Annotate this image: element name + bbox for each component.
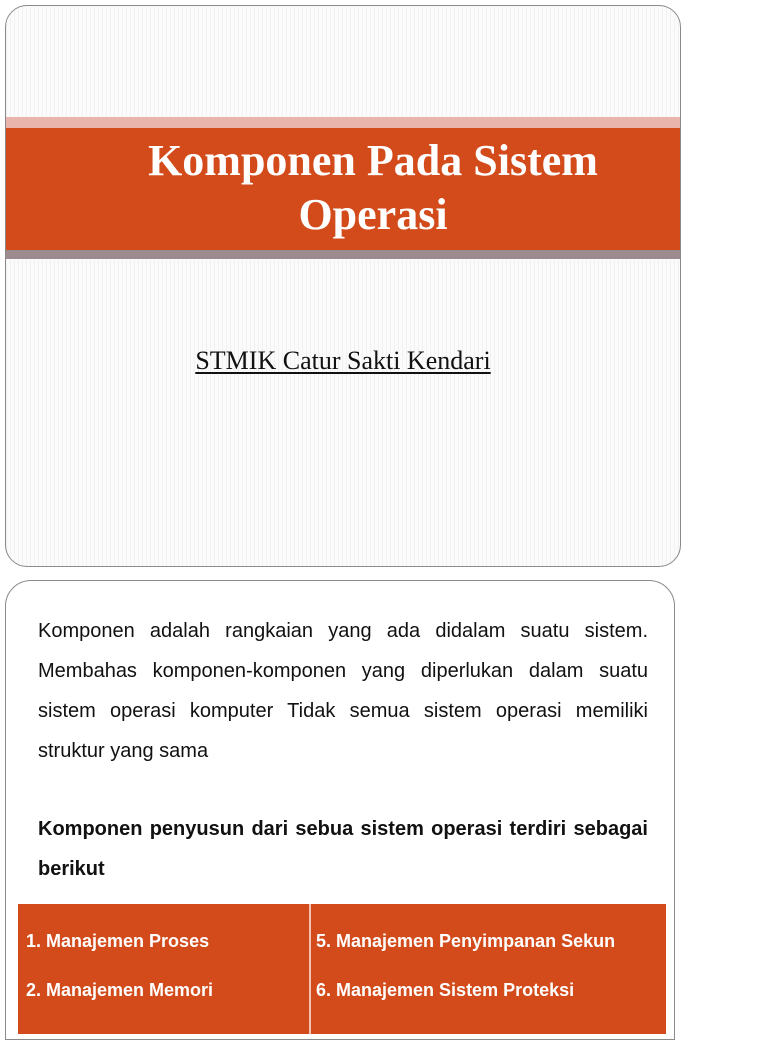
slide-title-line2: Operasi bbox=[298, 190, 448, 239]
title-band-top bbox=[6, 117, 680, 128]
list-item: 5. Manajemen Penyimpanan Sekun bbox=[316, 931, 616, 951]
list-item: 1. Manajemen Proses bbox=[26, 931, 210, 951]
slide-title-line1: Komponen Pada Sistem bbox=[148, 136, 598, 185]
content-slide bbox=[5, 580, 675, 1040]
slide-title bbox=[66, 134, 680, 242]
title-band-bottom bbox=[6, 250, 680, 259]
list-item: 6. Manajemen Sistem Proteksi bbox=[316, 980, 575, 1000]
components-table bbox=[18, 904, 666, 1034]
title-slide bbox=[5, 5, 681, 567]
slide-subtitle: STMIK Catur Sakti Kendari bbox=[195, 346, 491, 375]
list-item: 2. Manajemen Memori bbox=[26, 980, 214, 1000]
intro-paragraph: Komponen adalah rangkaian yang ada didalam suatu sistem. Membahas komponen-komponen yang diperlukan dalam suatu sistem operasi komputer Tidak semua sistem operasi memiliki struktur yang sama bbox=[38, 620, 648, 762]
components-heading: Komponen penyusun dari sebua sistem operasi terdiri sebagai berikut bbox=[38, 818, 648, 880]
components-column-right bbox=[309, 904, 666, 1034]
components-column-left bbox=[18, 904, 309, 1034]
